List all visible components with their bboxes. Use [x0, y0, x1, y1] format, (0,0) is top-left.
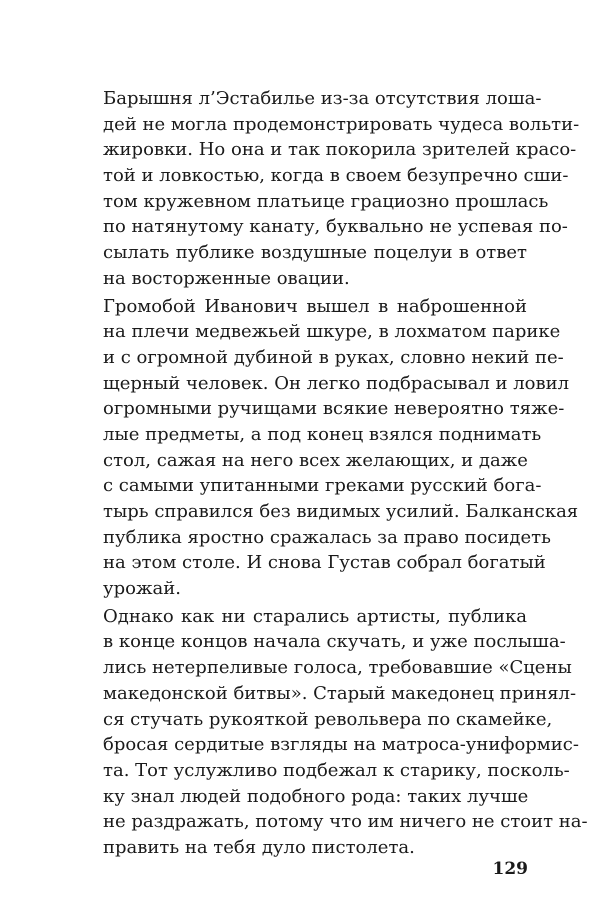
- text-line: том кружевном платьице грациозно прошлась: [103, 190, 549, 212]
- text-line: тырь справился без видимых усилий. Балканская: [103, 501, 579, 522]
- paragraph: [103, 86, 580, 292]
- paragraph: [103, 604, 588, 861]
- text-line: бросая сердитые взгляды на матроса-униформис-: [103, 734, 579, 756]
- text-line: Однако как ни старались артисты, публика: [103, 605, 527, 627]
- text-line: той и ловкостью, когда в своем безупречно сши-: [103, 165, 569, 187]
- text-line: править на тебя дуло пистолета.: [103, 836, 415, 858]
- text-line: на этом столе. И снова Густав собрал богатый: [103, 552, 546, 574]
- text-line: и с огромной дубиной в руках, словно некий пе-: [103, 346, 564, 368]
- body-text: [103, 86, 588, 863]
- text-line: лись нетерпеливые голоса, требовавшие «Сцены: [103, 657, 572, 679]
- paragraph: [103, 294, 579, 602]
- text-line: стол, сажая на него всех желающих, и даже: [103, 449, 528, 471]
- text-line: урожай.: [103, 578, 181, 600]
- text-line: в конце концов начала скучать, и уже послыша-: [103, 631, 566, 653]
- page-number: 129: [492, 859, 528, 879]
- text-line: жировки. Но она и так покорила зрителей красо-: [103, 139, 577, 161]
- text-line: ку знал людей подобного рода: таких лучше: [103, 785, 529, 807]
- text-line: огромными ручищами всякие невероятно тяже-: [103, 398, 565, 420]
- text-line: Громобой Иванович вышел в наброшенной: [103, 295, 527, 317]
- text-line: по натянутому канату, буквально не успевая по-: [103, 216, 568, 238]
- text-line: на восторженные овации.: [103, 267, 350, 289]
- text-line: дей не могла продемонстрировать чудеса вольти-: [103, 113, 580, 135]
- text-line: Барышня л’Эстабилье из-за отсутствия лоша-: [103, 88, 542, 109]
- text-line: та. Тот услужливо подбежал к старику, посколь-: [103, 759, 570, 781]
- text-line: публика яростно сражалась за право посидеть: [103, 526, 551, 548]
- text-line: щерный человек. Он легко подбрасывал и ловил: [103, 372, 570, 394]
- text-line: на плечи медвежьей шкуре, в лохматом парике: [103, 321, 561, 343]
- text-line: сылать публике воздушные поцелуи в ответ: [103, 242, 527, 264]
- text-line: не раздражать, потому что им ничего не стоит на-: [103, 811, 588, 833]
- text-line: македонской битвы». Старый македонец принял-: [103, 682, 577, 704]
- text-line: лые предметы, а под конец взялся поднимать: [103, 423, 542, 445]
- text-line: с самыми упитанными греками русский бога-: [103, 475, 542, 497]
- text-line: ся стучать рукояткой револьвера по скамейке,: [103, 708, 553, 730]
